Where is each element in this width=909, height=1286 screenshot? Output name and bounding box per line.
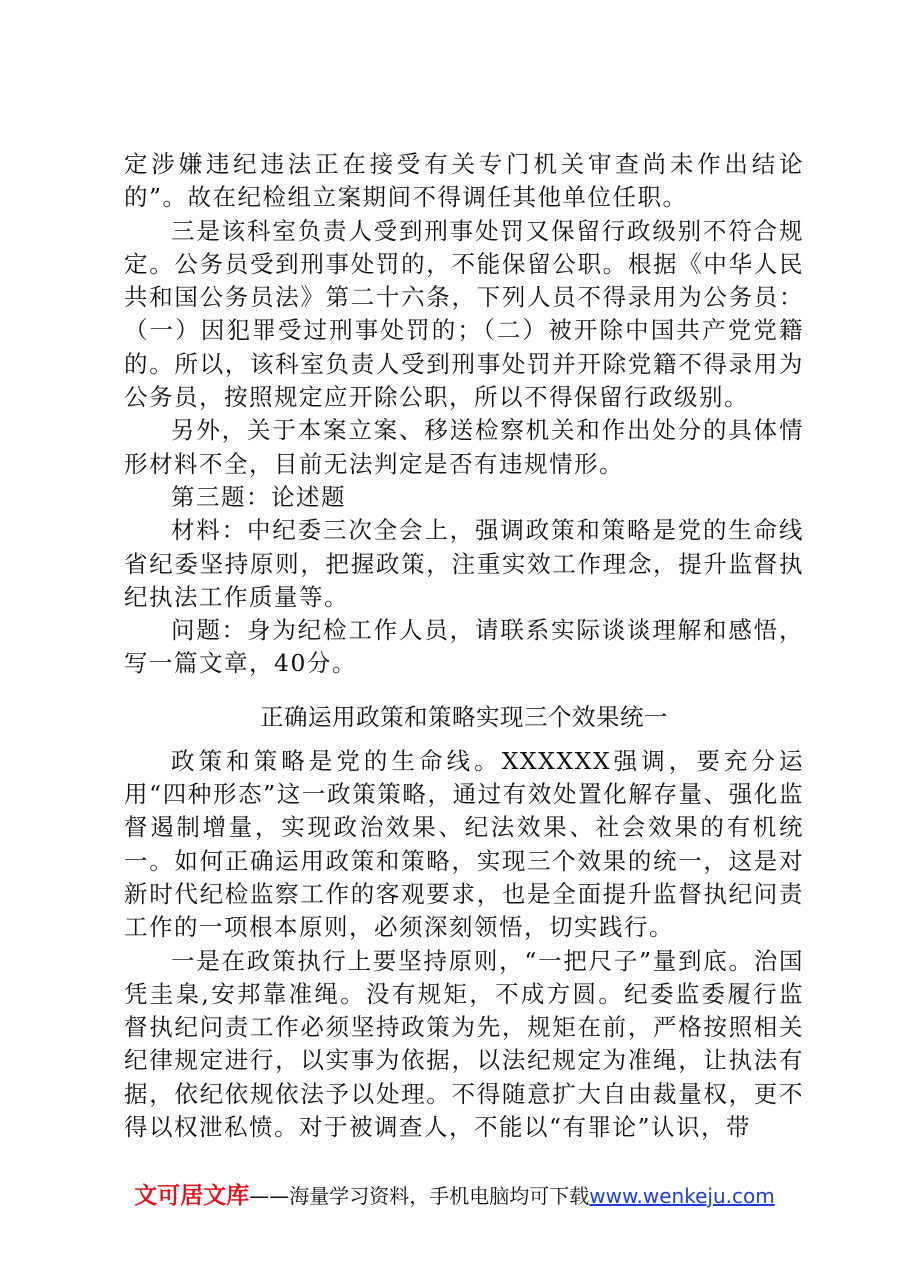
paragraph: 材料：中纪委三次全会上，强调政策和策略是党的生命线省纪委坚持原则，把握政策，注重实效工作理念，提升监督执纪执法工作质量等。 — [124, 516, 804, 611]
paragraph: 政策和策略是党的生命线。XXXXXX强调，要充分运用“四种形态”这一政策策略，通过有效处置化解存量、强化监督遏制增量，实现政治效果、纪法效果、社会效果的有机统一。如何正确运用政策和策略，实现三个效果的统一，这是对新时代纪检监察工作的客观要求，也是全面提升监督执纪问责工作的一项根本原则，必须深刻领悟，切实践行。 — [124, 746, 804, 942]
brand-name: 文可居文库 — [134, 1183, 250, 1209]
website-link[interactable]: www.wenkeju.com — [589, 1184, 775, 1208]
section-heading: 第三题：论述题 — [171, 482, 346, 511]
paragraph: 一是在政策执行上要坚持原则，“一把尺子”量到底。治国凭圭臬,安邦靠准绳。没有规矩，不成方圆。纪委监委履行监督执纪问责工作必须坚持政策为先，规矩在前，严格按照相关纪律规定进行，以实事为依据，以法纪规定为准绳，让执法有据，依纪依规依法予以处理。不得随意扩大自由裁量权，更不得以权泄私愤。对于被调查人，不能以“有罪论”认识，带 — [124, 946, 804, 1142]
footer-slogan: ——海量学习资料，手机电脑均可下载 — [249, 1184, 590, 1208]
paragraph: 另外，关于本案立案、移送检察机关和作出处分的具体情形材料不全，目前无法判定是否有违规情形。 — [124, 416, 804, 478]
essay-title: 正确运用政策和策略实现三个效果统一 — [260, 702, 668, 731]
document-body — [124, 148, 804, 1144]
paragraph: 三是该科室负责人受到刑事处罚又保留行政级别不符合规定。公务员受到刑事处罚的，不能保留公职。根据《中华人民共和国公务员法》第二十六条，下列人员不得录用为公务员：（一）因犯罪受过刑事处罚的；（二）被开除中国共产党党籍的。所以，该科室负责人受到刑事处罚并开除党籍不得录用为公务员，按照规定应开除公职，所以不得保留行政级别。 — [124, 216, 804, 412]
paragraph: 定涉嫌违纪违法正在接受有关专门机关审查尚未作出结论的”。故在纪检组立案期间不得调任其他单位任职。 — [124, 150, 804, 212]
paragraph: 问题：身为纪检工作人员，请联系实际谈谈理解和感悟，写一篇文章，40分。 — [124, 616, 804, 678]
footer-banner — [0, 1179, 909, 1213]
